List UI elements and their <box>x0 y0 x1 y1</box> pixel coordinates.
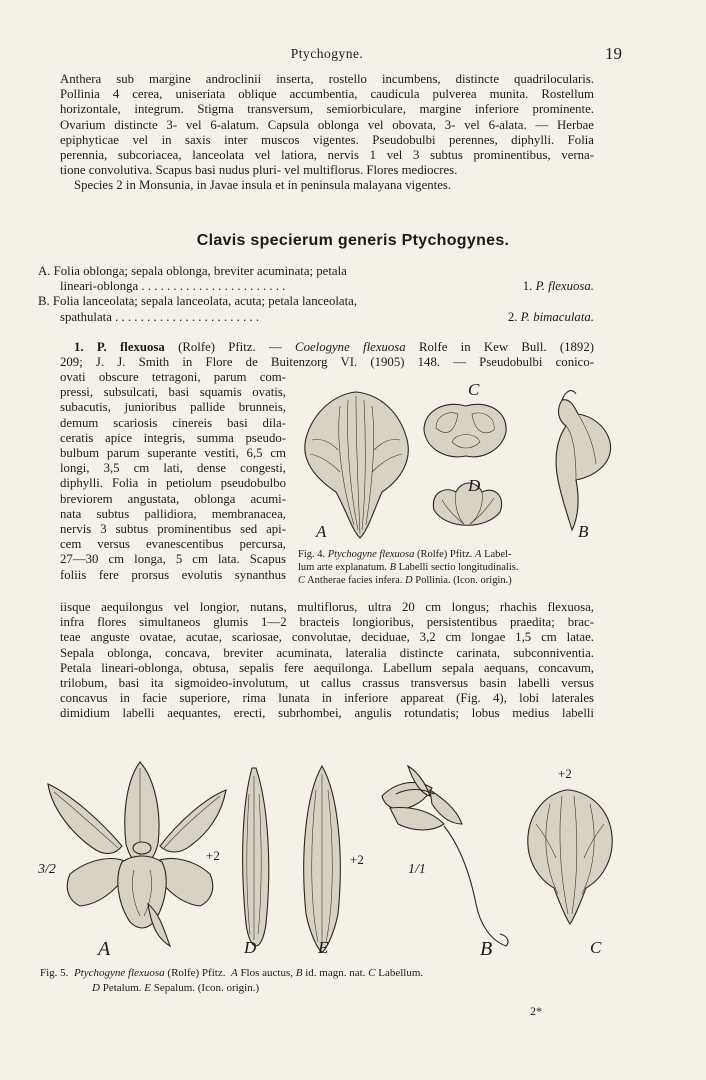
caption-label: C <box>298 575 306 586</box>
intro-line: Ovarium distincte 3- vel 6-alatum. Capsula oblonga vel obovata, 3- vel 6-alata. — Herbae <box>60 117 594 132</box>
species-key <box>38 264 594 325</box>
caption-text: Labelli sectio longitudinalis. <box>398 562 519 573</box>
figure-5-caption <box>40 966 660 996</box>
species-line2: 209; J. J. Smith in Flore de Buitenzorg VI. (1905) 148. — Pseudobulbi conico- <box>60 355 594 370</box>
fig5-scale-c: +2 <box>558 766 572 781</box>
narrow-line: pressi, subsulcati, basi squamis ovatis, <box>60 385 286 400</box>
fig5-petal <box>243 768 269 946</box>
key-b-text2: spathulata <box>60 309 112 324</box>
fig5-sepal <box>304 766 341 952</box>
fig5-letter-c: C <box>590 938 602 957</box>
caption-text: Flos auctus, <box>240 967 293 979</box>
fig4-letter-d: D <box>468 476 481 495</box>
description-line: dimidium labelli aequantes, erecti, subrhombei, angulis rotundatis; lobus medius labelli <box>60 706 594 721</box>
caption-label: B <box>389 562 396 573</box>
key-b-text: B. Folia lanceolata; sepala lanceolata, acuta; petala lanceolata, <box>38 294 358 309</box>
caption-text: Sepalum. (Icon. origin.) <box>153 982 260 994</box>
caption-text: Fig. 4. <box>298 549 326 560</box>
key-a-num: 1. <box>522 279 533 294</box>
intro-line: epiphyticae vel in saxis inter muscos vigentes. Pseudobulbi perennes, diphylli. Folia <box>60 132 594 147</box>
species-num: 1. P. <box>74 340 107 354</box>
narrow-line: breviorem angustata, oblonga acumi- <box>60 491 286 506</box>
key-a-result <box>519 279 594 294</box>
key-heading: Clavis specierum generis Ptychogynes. <box>196 232 510 249</box>
caption-species: Ptychogyne flexuosa <box>73 967 165 979</box>
narrow-line: ovati obscure tetragoni, parum com- <box>60 370 286 384</box>
caption-text: (Rolfe) Pfitz. <box>167 967 226 979</box>
species-synonym: Coelogyne flexuosa <box>295 340 406 354</box>
signature-mark: 2* <box>530 1004 542 1018</box>
fig5-labellum <box>528 790 612 924</box>
fig4-labellum-section <box>556 391 610 530</box>
key-dots: . . . . . . . . . . . . . . . . . . . . . . . <box>141 279 286 294</box>
figure-5-drawings <box>30 754 630 960</box>
fig4-letter-c: C <box>468 380 480 399</box>
intro-line: Pollinia 4 cerea, uniseriata oblique accumbentia, caudicula pulverea munita. Rostellum <box>60 87 594 102</box>
narrow-line: demum scariosis cinereis basi dila- <box>60 415 286 430</box>
key-b-name: P. bimaculata. <box>520 309 594 324</box>
caption-species: Ptychogyne flexuosa <box>327 549 415 560</box>
narrow-line: cem versus evanescentibus percursa, <box>60 537 286 552</box>
key-b-result <box>504 310 594 325</box>
caption-text: Pollinia. (Icon. origin.) <box>415 575 512 586</box>
description-line: Petala lineari-oblonga, obtusa, sepalis fere aequilonga. Labellum sepala aequans, concavum, <box>60 660 594 675</box>
description-line: Sepala oblonga, concava, breviter acuminata, lateralia distincte carinata, subconniventia. <box>60 645 594 660</box>
caption-label: D <box>92 982 100 994</box>
narrow-line: nata subtus pallidiora, membranacea, <box>60 506 286 521</box>
narrow-line: nervis 3 subtus prominentibus sed api- <box>60 522 286 537</box>
fig5-scale-a: 3/2 <box>38 862 56 877</box>
caption-label: E <box>144 982 151 994</box>
intro-line: Anthera sub margine androclinii inserta, rostello incumbens, distincte quadrilocularis. <box>60 72 594 86</box>
caption-text: lum arte explanatum. <box>298 562 387 573</box>
fig5-letter-a: A <box>98 938 111 960</box>
caption-text: Antherae facies infera. <box>307 575 403 586</box>
description-line: iisque aequilongus vel longior, nutans, multiflorus, ultra 20 cm longus; rhachis flexuosa, <box>60 600 594 614</box>
fig4-letter-b: B <box>578 522 589 541</box>
caption-label: A <box>230 967 238 979</box>
description-line: trilobum, basi ita sigmoideo-involutum, ut callus crassus transversus basin labelli versus <box>60 676 594 691</box>
key-dots: . . . . . . . . . . . . . . . . . . . . . . . <box>115 309 260 324</box>
species-intro <box>60 340 594 370</box>
species-description <box>60 600 594 722</box>
description-line: concavus in facie superiore, rima lunata in inferiore appareat (Fig. 4), lobi laterales <box>60 691 594 706</box>
caption-label: A <box>475 549 482 560</box>
fig5-caption-line <box>40 966 660 981</box>
species-auth: (Rolfe) Pfitz. — <box>178 340 282 354</box>
caption-text: Fig. 5. <box>40 967 69 979</box>
fig4-caption-line <box>298 574 598 587</box>
fig5-scale-b: 1/1 <box>408 862 426 877</box>
caption-label: B <box>295 967 303 979</box>
key-row-a2 <box>38 279 594 294</box>
fig5-letter-e: E <box>318 938 329 957</box>
narrow-line: 27—30 cm longa, 5 cm lata. Scapus <box>60 552 286 567</box>
caption-label: C <box>368 967 376 979</box>
fig4-caption-line <box>298 548 598 561</box>
fig4-labellum-explanated <box>305 392 408 538</box>
intro-line: horizontale, integrum. Stigma transversum, semiorbiculare, margine inferiore prominente. <box>60 102 594 117</box>
fig4-letter-a: A <box>316 522 327 541</box>
caption-text: Petalum. <box>102 982 142 994</box>
caption-label: D <box>405 575 413 586</box>
figure-4-drawings <box>296 380 614 545</box>
intro-paragraph <box>60 72 594 194</box>
fig5-letter-d: D <box>244 938 257 957</box>
key-row-b <box>38 294 594 309</box>
caption-text: Label- <box>484 549 512 560</box>
species-title-line <box>60 340 594 355</box>
species-name: flexuosa <box>120 340 165 354</box>
narrow-line: ceratis apice integris, summa pseudo- <box>60 430 286 445</box>
fig5-letter-b: B <box>480 938 493 960</box>
caption-text: Labellum. <box>378 967 424 979</box>
fig5-scale-e: +2 <box>350 852 364 867</box>
fig5-flower <box>48 762 226 946</box>
key-row-b2 <box>38 310 594 325</box>
intro-line: Species 2 in Monsunia, in Javae insula et in peninsula malayana vigentes. <box>74 178 452 193</box>
fig5-caption-line <box>40 981 660 996</box>
species-narrow-column <box>60 370 286 583</box>
key-a-text2: lineari-oblonga <box>60 279 139 294</box>
caption-text: (Rolfe) Pfitz. <box>416 549 473 560</box>
key-a-text: A. Folia oblonga; sepala oblonga, breviter acuminata; petala <box>38 264 347 278</box>
fig5-flower-natural <box>382 766 508 946</box>
running-title: Ptychogyne. <box>290 46 364 61</box>
narrow-line: longi, 3,5 cm lati, dense congesti, <box>60 461 286 476</box>
species-ref: Rolfe in Kew Bull. (1892) <box>418 340 594 354</box>
narrow-line: foliis fere prorsus evolutis synanthus <box>60 567 286 582</box>
intro-line: perennia, subcoriacea, lanceolata vel latiora, nervis 1 vel 3 subtus prominentibus, verna- <box>60 148 594 163</box>
fig5-scale-d: +2 <box>206 848 220 863</box>
page-number: 19 <box>605 44 622 63</box>
page-header <box>60 44 622 68</box>
fig4-anther <box>424 404 506 457</box>
key-a-name: P. flexuosa. <box>535 279 594 294</box>
fig4-caption-line <box>298 561 598 574</box>
intro-line: tione convolutiva. Scapus basi nudus pluri- vel multiflorus. Flores mediocres. <box>60 163 458 178</box>
narrow-line: bulbum parum superante vestiti, 6,5 cm <box>60 446 286 461</box>
narrow-line: diphylli. Folia in petiolum pseudobulbo <box>60 476 286 491</box>
description-line: infra flores simultaneos glumis 1—2 bracteis longioribus, persistentibus praedita; brac- <box>60 615 594 630</box>
figure-4-caption <box>298 548 598 587</box>
key-row-a <box>38 264 594 279</box>
description-line: teae anguste ovatae, acutae, scariosae, convolutae, deciduae, 3,2 cm longae 1,5 cm latae. <box>60 630 594 645</box>
narrow-line: subacutis, junioribus pallide brunneis, <box>60 400 286 415</box>
caption-text: id. magn. nat. <box>305 967 366 979</box>
key-b-num: 2. <box>507 309 518 324</box>
